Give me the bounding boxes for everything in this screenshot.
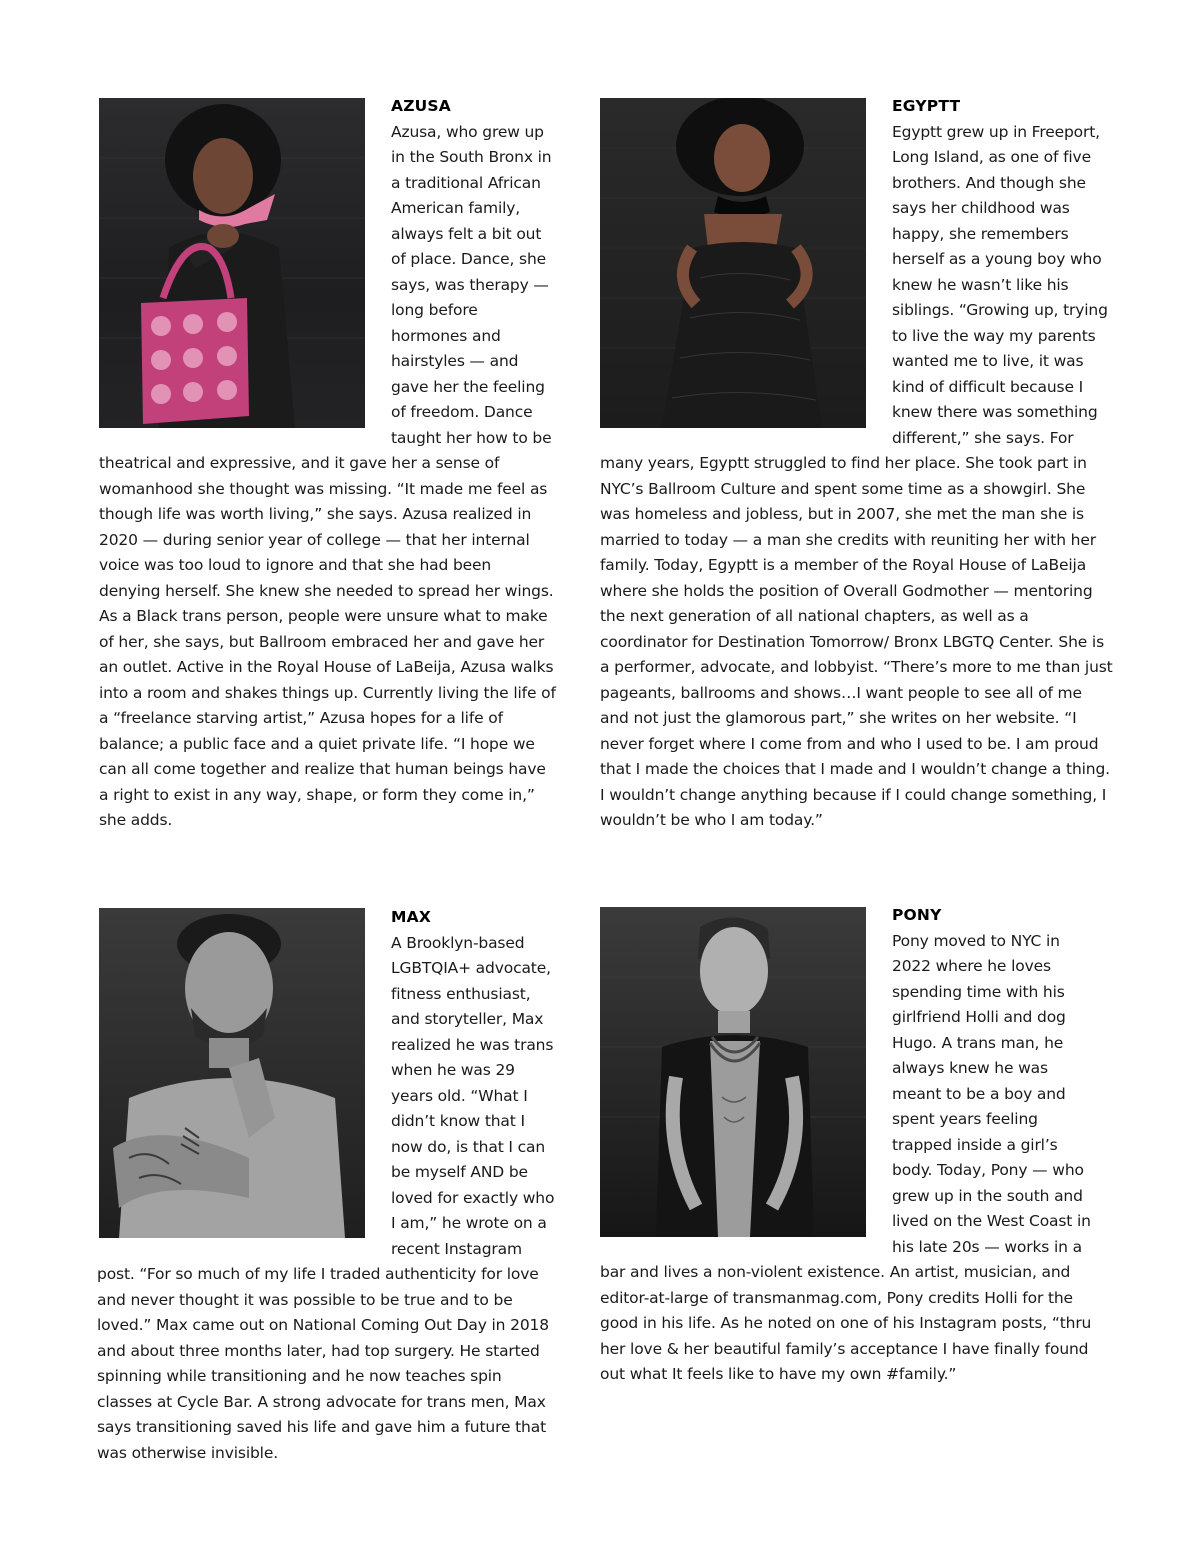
portrait-photo-pony (600, 907, 866, 1237)
profile-bio-azusa: Azusa, who grew up in the South Bronx in a traditional African American family, always felt a bit out of place. Dance, she says, was therapy — long before hormones and hairstyles — and gave her the feeling of freedom. Dance taught her how to be theatrical and expressive, and it gave her a sense of womanhood she thought was missing. “It made me feel as though life was worth living,” she says. Azusa realized in 2020 — during senior year of college — that her internal voice was too loud to ignore and that she had been denying herself. She knew she needed to spread her wings. As a Black trans person, people were unsure what to make of her, she says, but Ballroom embraced her and gave her an outlet. Active in the Royal House of LaBeija, Azusa walks into a room and shakes things up. Currently living the life of a “freelance starving artist,” Azusa hopes for a life of balance; a public face and a quiet private life. “I hope we can all come together and realize that human beings have a right to exist in any way, shape, or form they come in,” she adds. (99, 122, 556, 829)
profile-bio-pony: Pony moved to NYC in 2022 where he loves spending time with his girlfriend Holli and dog Hugo. A trans man, he always knew he was meant to be a boy and spent years feeling trapped inside a girl’s body. Today, Pony — who grew up in the south and lived on the West Coast in his late 20s — works in a bar and lives a non-violent existence. An artist, musician, and editor-at-large of transmanmag.com, Pony credits Holli for the good in his life. As he noted on one of his Instagram posts, “thru her love & her beautiful family’s acceptance I have finally found out what It feels like to have my own #family.” (600, 931, 1092, 1383)
profile-name-max: MAX (391, 908, 431, 926)
profile-name-egyptt: EGYPTT (892, 97, 961, 115)
profile-azusa (99, 94, 557, 834)
profile-max (97, 905, 557, 1466)
portrait-illustration (600, 907, 866, 1237)
portrait-illustration (99, 98, 365, 428)
portrait-illustration (99, 908, 365, 1238)
portrait-illustration (600, 98, 866, 428)
profile-name-azusa: AZUSA (391, 97, 451, 115)
profile-egyptt (600, 94, 1115, 834)
profile-pony (600, 903, 1100, 1388)
portrait-photo-max (99, 908, 365, 1238)
portrait-photo-azusa (99, 98, 365, 428)
portrait-photo-egyptt (600, 98, 866, 428)
profile-name-pony: PONY (892, 906, 942, 924)
profile-bio-max: A Brooklyn-based LGBTQIA+ advocate, fitness enthusiast, and storyteller, Max realized he was trans when he was 29 years old. “What I didn’t know that I now do, is that I can be myself AND be loved for exactly who I am,” he wrote on a recent Instagram post. “For so much of my life I traded authenticity for love and never thought it was possible to be true and to be loved.” Max came out on National Coming Out Day in 2018 and about three months later, had top surgery. He started spinning while transitioning and he now teaches spin classes at Cycle Bar. A strong advocate for trans men, Max says transitioning saved his life and gave him a future that was otherwise invisible. (97, 933, 555, 1462)
profile-bio-egyptt: Egyptt grew up in Freeport, Long Island, as one of five brothers. And though she says her childhood was happy, she remembers herself as a young boy who knew he wasn’t like his siblings. “Growing up, trying to live the way my parents wanted me to live, it was kind of difficult because I knew there was something different,” she says. For many years, Egyptt struggled to find her place. She took part in NYC’s Ballroom Culture and spent some time as a showgirl. She was homeless and jobless, but in 2007, she met the man she is married to today — a man she credits with reuniting her with her family. Today, Egyptt is a member of the Royal House of LaBeija where she holds the position of Overall Godmother — mentoring the next generation of all national chapters, as well as a coordinator for Destination Tomorrow/ Bronx LBGTQ Center. She is a performer, advocate, and lobbyist. “There’s more to me than just pageants, ballrooms and shows…I want people to see all of me and not just the glamorous part,” she writes on her website. “I never forget where I come from and who I used to be. I am proud that I made the choices that I made and I wouldn’t change a thing. I wouldn’t change anything because if I could change something, I wouldn’t be who I am today.” (600, 122, 1113, 829)
